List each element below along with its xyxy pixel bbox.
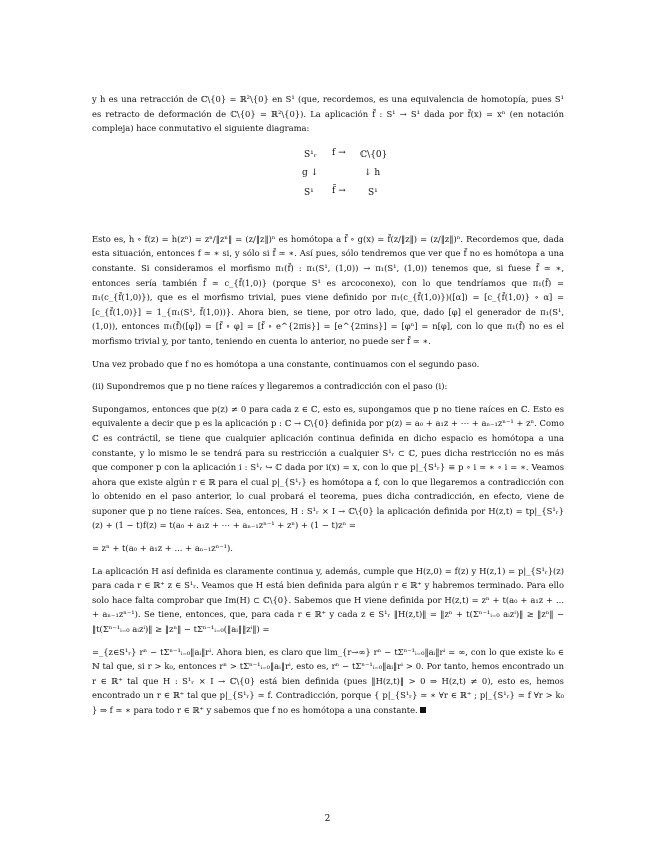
diagram-top-right: ℂ\{0}	[360, 149, 388, 160]
diagram-bottom-right: S¹	[368, 187, 378, 198]
equation-h-expansion: = zⁿ + t(a₀ + a₁z + ... + aₙ₋₁zⁿ⁻¹).	[92, 543, 233, 554]
paragraph-step-two-heading: (ii) Supondremos que p no tiene raíces y llegaremos a contradicción con el paso (i):	[92, 381, 448, 392]
diagram-top-arrow: f →	[332, 147, 346, 158]
document-page	[92, 92, 564, 720]
paragraph-h-well-defined: La aplicación H así definida es claramente continua y, además, cumple que H(z,0) = f(z) y H(z,1) = p|_{S¹ᵣ}(z) para cada r ∈ ℝ⁺ z ∈ S¹ᵣ. Veamos que H está bien definida para algún r ∈ ℝ⁺ y habremos terminado. Para ello solo hace falta comprobar que Im(H) ⊂ ℂ\{0}. Sabemos que H viene definida por H(z,t) = zⁿ + t(a₀ + a₁z + ... + aₙ₋₁zⁿ⁻¹). Se tiene, entonces, que, para cada r ∈ ℝ⁺ y cada z ∈ S¹ᵣ ‖H(z,t)‖ = ‖zⁿ + t(Σⁿ⁻¹ᵢ₌₀ aᵢzⁱ)‖ ≥ ‖zⁿ‖ − ‖t(Σⁿ⁻¹ᵢ₌₀ aᵢzⁱ)‖ ≥ ‖zⁿ‖ − tΣⁿ⁻¹ᵢ₌₀(‖aᵢ‖‖zⁱ‖) =	[92, 565, 564, 635]
diagram-left-arrow: g ↓	[302, 167, 319, 178]
commutative-diagram	[92, 147, 564, 222]
diagram-bottom-arrow: f̃ →	[332, 185, 346, 196]
qed-square-icon	[420, 707, 426, 713]
conclusion-text: =_{z∈S¹ᵣ} rⁿ − tΣⁿ⁻¹ᵢ₌₀‖aᵢ‖rⁱ. Ahora bien, es claro que lim_{r→∞} rⁿ − tΣⁿ⁻¹ᵢ₌₀‖aᵢ‖rⁱ = ∞, con lo que existe k₀ ∈ ℕ tal que, si r > k₀, entonces rⁿ > tΣⁿ⁻¹ᵢ₌₀‖aᵢ‖rⁱ, esto es, rⁿ − tΣⁿ⁻¹ᵢ₌₀‖aᵢ‖rⁱ > 0. Por tanto, hemos encontrado un r ∈ ℝ⁺ tal que H : S¹ᵣ × I → ℂ\{0} está bien definida (pues ‖H(z,t)‖ > 0 ⇒ H(z,t) ≠ 0), esto es, hemos encontrado un r ∈ ℝ⁺ tal que p|_{S¹ᵣ} ≃ f. Contradicción, porque { p|_{S¹ᵣ} ≃ ∗ ∀r ∈ ℝ⁺ ; p|_{S¹ᵣ} ≃ f ∀r > k₀ } ⇒ f ≃ ∗ para todo r ∈ ℝ⁺ y sabemos que f no es homótopa a una constante.	[92, 646, 564, 715]
paragraph-homotopy: Esto es, h ∘ f(z) = h(zⁿ) = zⁿ/‖zⁿ‖ = (z/‖z‖)ⁿ es homótopa a f̃ ∘ g(x) = f̃(z/‖z‖) = (z/‖z‖)ⁿ. Recordemos que, dada esta situación, entonces f ≃ ∗ si, y sólo si f̃ ≃ ∗. Así pues, sólo tendremos que ver que f̃ no es homótopa a una constante. Si consideramos el morfismo π₁(f̃) : π₁(S¹, (1,0)) → π₁(S¹, (1,0)) tenemos que, si fuese f̃ ≃ ∗, entonces sería también f̃ ≃ c_{f̃(1,0)} (porque S¹ es arcoconexo), con lo que tendríamos que π₁(f̃) = π₁(c_{f̃(1,0)}), que es el morfismo trivial, pues viene definido por π₁(c_{f̃(1,0)})([α]) = [c_{f̃(1,0)} ∘ α] = [c_{f̃(1,0)}] = 1_{π₁(S¹, f̃(1,0))}. Ahora bien, se tiene, por otro lado, que, dado [φ] el generador de π₁(S¹, (1,0)), entonces π₁(f̃)([φ]) = [f̃ ∘ φ] = [f̃ ∘ e^{2πis}] = [e^{2πins}] = [φⁿ] = n[φ], con lo que π₁(f̃) no es el morfismo trivial y, por tanto, teniendo en cuenta lo anterior, no puede ser f̃ ≃ ∗.	[92, 233, 564, 346]
paragraph-step-one-done: Una vez probado que f no es homótopa a una constante, continuamos con el segundo paso.	[92, 358, 480, 369]
paragraph-no-roots: Supongamos, entonces que p(z) ≠ 0 para cada z ∈ ℂ, esto es, supongamos que p no tiene raíces en ℂ. Esto es equivalente a decir que p es la aplicación p : ℂ → ℂ\{0} definida por p(z) = a₀ + a₁z + ⋯ + aₙ₋₁zⁿ⁻¹ + zⁿ. Como ℂ es contráctil, se tiene que cualquier aplicación continua definida en dicho espacio es homótopa a una constante, y lo mismo le se tendrá para su restricción a cualquier S¹ᵣ ⊂ ℂ, pues dicha restricción no es más que componer p con la aplicación i : S¹ᵣ ↪ ℂ dada por i(x) = x, con lo que p|_{S¹ᵣ} ≡ p ∘ i ≃ ∗ ∘ i = ∗. Veamos ahora que existe algún r ∈ ℝ para el cual p|_{S¹ᵣ} es homótopa a f, con lo que llegaremos a contradicción con lo obtenido en el paso anterior, lo cual probará el teorema, pues dicha contradicción, en efecto, viene de suponer que p no tiene raíces. Sea, entonces, H : S¹ᵣ × I → ℂ\{0} la aplicación definida por H(z,t) = tp|_{S¹ᵣ}(z) + (1 − t)f(z) = t(a₀ + a₁z + ⋯ + aₙ₋₁zⁿ⁻¹ + zⁿ) + (1 − t)zⁿ =	[92, 403, 564, 531]
paragraph-retraction: y h es una retracción de ℂ\{0} = ℝ²\{0} en S¹ (que, recordemos, es una equivalencia de homotopía, pues S¹ es retracto de deformación de ℂ\{0} = ℝ²\{0}). La aplicación f̃ : S¹ → S¹ dada por f̃(x) = xⁿ (en notación compleja) hace conmutativo el siguiente diagrama:	[92, 94, 564, 134]
diagram-right-arrow: ↓ h	[364, 167, 381, 178]
diagram-top-left: S¹ᵣ	[304, 149, 317, 160]
diagram-bottom-left: S¹	[304, 187, 314, 198]
page-number: 2	[324, 814, 331, 824]
paragraph-conclusion	[92, 645, 564, 718]
